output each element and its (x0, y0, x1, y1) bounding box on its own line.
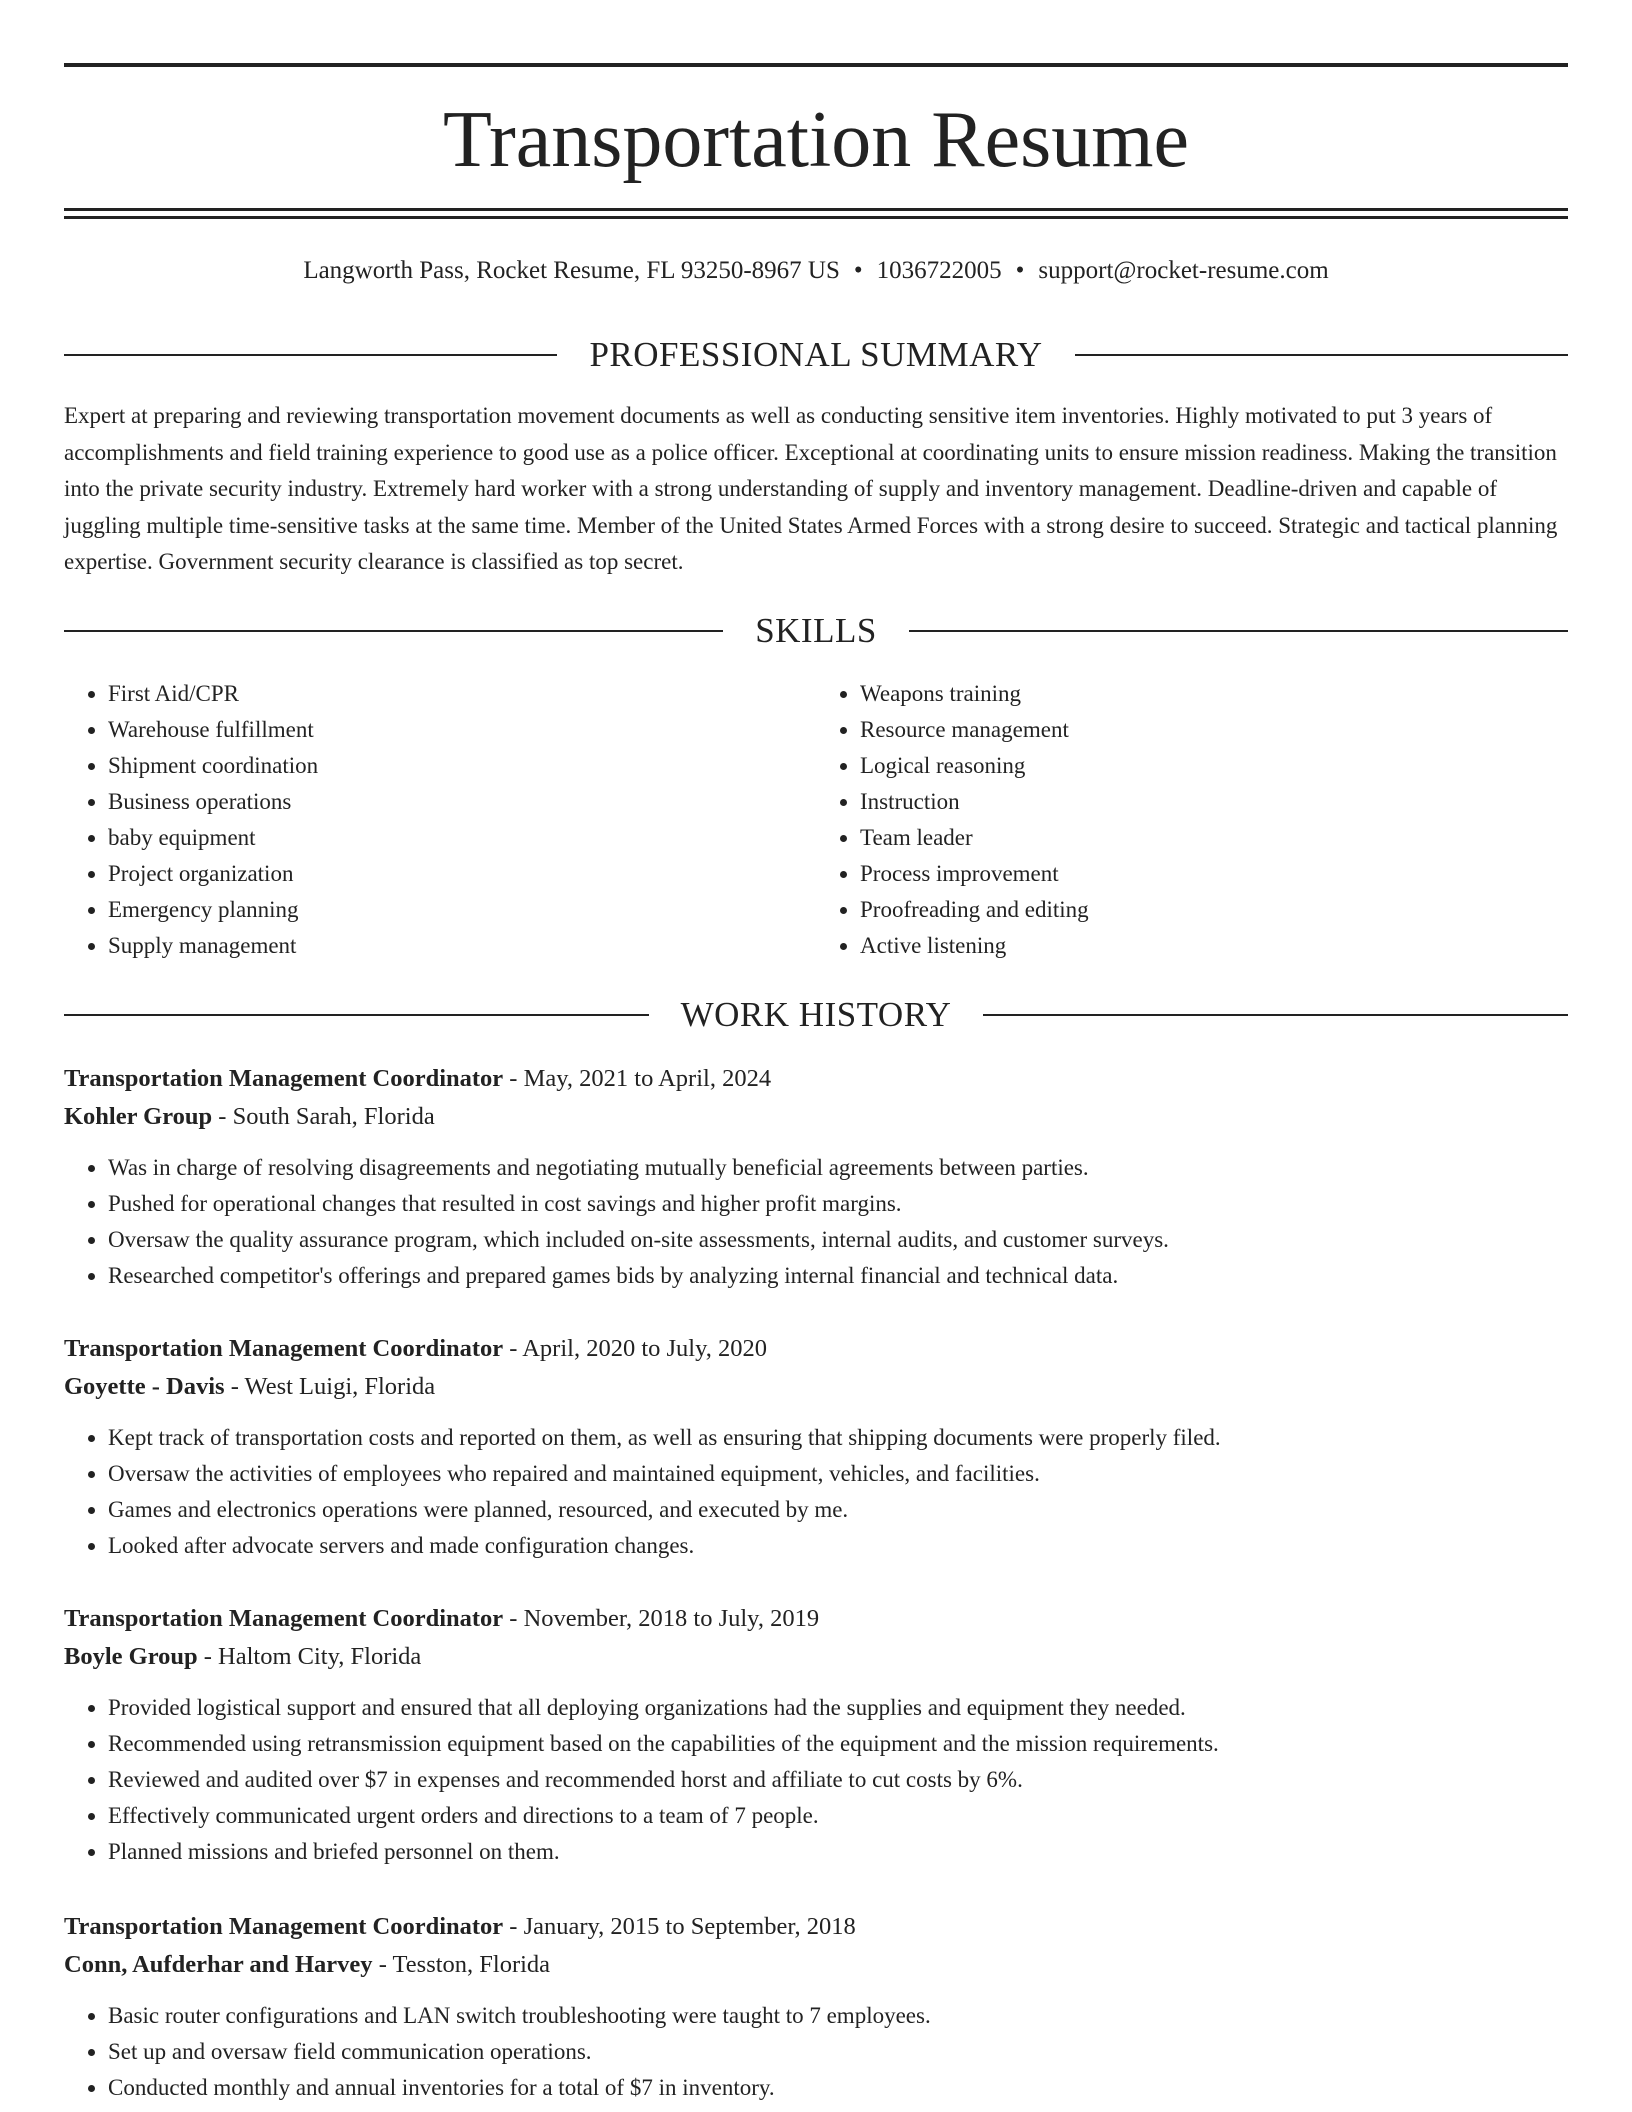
skill-item: • Resource management (860, 712, 1568, 748)
work-section-heading (64, 993, 1568, 1037)
job-role: Transportation Management Coordinator (64, 1335, 504, 1362)
job-bullet: • Effectively communicated urgent orders and directions to a team of 7 people. (108, 1798, 1568, 1834)
heading-rule (64, 630, 723, 632)
job-bullet: • Looked after advocate servers and made configuration changes. (108, 1528, 1568, 1564)
job-title-line (64, 1600, 1568, 1638)
skill-item: • Process improvement (860, 856, 1568, 892)
work-heading-label: WORK HISTORY (680, 995, 952, 1034)
skill-item: • Logical reasoning (860, 748, 1568, 784)
contact-separator: • (853, 257, 863, 284)
skill-item: • Active listening (860, 928, 1568, 964)
heading-rule (1075, 354, 1568, 356)
job-bullet: • Kept track of transportation costs and reported on them, as well as ensuring that shipping documents were properly filed. (108, 1420, 1568, 1456)
job-bullets (64, 1420, 1568, 1564)
job-role: Transportation Management Coordinator (64, 1913, 504, 1940)
job-bullets (64, 1998, 1568, 2106)
skill-item: • baby equipment (108, 820, 816, 856)
job-bullet: • Basic router configurations and LAN switch troubleshooting were taught to 7 employees. (108, 1998, 1568, 2034)
skill-item: • Weapons training (860, 676, 1568, 712)
skill-item: • Proofreading and editing (860, 892, 1568, 928)
job-bullets (64, 1690, 1568, 1870)
contact-separator: • (1015, 257, 1025, 284)
job-bullet: • Was in charge of resolving disagreements and negotiating mutually beneficial agreements between parties. (108, 1150, 1568, 1186)
summary-heading-label: PROFESSIONAL SUMMARY (589, 335, 1043, 374)
job-bullet: • Games and electronics operations were planned, resourced, and executed by me. (108, 1492, 1568, 1528)
job-title-line (64, 1060, 1568, 1098)
job-entry (64, 1330, 1568, 1564)
job-bullet: • Oversaw the activities of employees who repaired and maintained equipment, vehicles, and facilities. (108, 1456, 1568, 1492)
skill-item: • First Aid/CPR (108, 676, 816, 712)
job-company-line (64, 1368, 1568, 1406)
job-entry (64, 1600, 1568, 1870)
job-bullet: • Researched competitor's offerings and prepared games bids by analyzing internal financial and technical data. (108, 1258, 1568, 1294)
skill-item: • Emergency planning (108, 892, 816, 928)
job-location: - West Luigi, Florida (224, 1373, 436, 1400)
job-location: - Haltom City, Florida (197, 1643, 422, 1670)
job-dates: - April, 2020 to July, 2020 (503, 1335, 768, 1362)
top-rule (64, 63, 1568, 67)
job-role: Transportation Management Coordinator (64, 1605, 504, 1632)
skill-item: • Instruction (860, 784, 1568, 820)
job-role: Transportation Management Coordinator (64, 1065, 504, 1092)
skills-list (64, 676, 1568, 964)
contact-phone: 1036722005 (876, 257, 1002, 284)
heading-rule (64, 354, 557, 356)
skills-heading-label: SKILLS (755, 611, 877, 650)
job-dates: - November, 2018 to July, 2019 (503, 1605, 820, 1632)
title-rule-upper (64, 208, 1568, 211)
job-bullet: • Oversaw the quality assurance program, which included on-site assessments, internal audits, and customer surveys. (108, 1222, 1568, 1258)
skill-item: • Supply management (108, 928, 816, 964)
skill-item: • Project organization (108, 856, 816, 892)
job-bullet: • Reviewed and audited over $7 in expenses and recommended horst and affiliate to cut costs by 6%. (108, 1762, 1568, 1798)
heading-rule (909, 630, 1568, 632)
skill-item: • Shipment coordination (108, 748, 816, 784)
job-company-line (64, 1098, 1568, 1136)
contact-email: support@rocket-resume.com (1038, 257, 1329, 284)
job-company: Kohler Group (64, 1103, 213, 1130)
job-bullets (64, 1150, 1568, 1294)
skill-item: • Business operations (108, 784, 816, 820)
job-bullet: • Pushed for operational changes that resulted in cost savings and higher profit margins. (108, 1186, 1568, 1222)
contact-address: Langworth Pass, Rocket Resume, FL 93250-8967 US (303, 257, 840, 284)
job-bullet: • Recommended using retransmission equipment based on the capabilities of the equipment and the mission requirements. (108, 1726, 1568, 1762)
job-title-line (64, 1330, 1568, 1368)
job-company: Boyle Group (64, 1643, 198, 1670)
job-location: - South Sarah, Florida (212, 1103, 435, 1130)
skills-column-right (816, 676, 1568, 964)
skill-item: • Warehouse fulfillment (108, 712, 816, 748)
job-company-line (64, 1638, 1568, 1676)
job-bullet: • Set up and oversaw field communication operations. (108, 2034, 1568, 2070)
resume-title: Transportation Resume (443, 96, 1189, 184)
job-dates: - May, 2021 to April, 2024 (503, 1065, 772, 1092)
job-company: Goyette - Davis (64, 1373, 225, 1400)
skills-column-left (64, 676, 816, 964)
job-bullet: • Planned missions and briefed personnel on them. (108, 1834, 1568, 1870)
job-dates: - January, 2015 to September, 2018 (503, 1913, 856, 1940)
heading-rule (983, 1014, 1568, 1016)
contact-line (64, 254, 1568, 288)
job-company-line (64, 1946, 1568, 1984)
job-title-line (64, 1908, 1568, 1946)
skill-item: • Team leader (860, 820, 1568, 856)
job-location: - Tesston, Florida (372, 1951, 551, 1978)
job-entry (64, 1908, 1568, 2106)
skills-section-heading (64, 609, 1568, 653)
summary-text: Expert at preparing and reviewing transportation movement documents as well as conducting sensitive item inventories. Highly motivated to put 3 years of accomplishments and field training experience to good use as a police officer. Exceptional at coordinating units to ensure mission readiness. Making the transition into the private security industry. Extremely hard worker with a strong understanding of supply and inventory management. Deadline-driven and capable of juggling multiple time-sensitive tasks at the same time. Member of the United States Armed Forces with a strong desire to succeed. Strategic and tactical planning expertise. Government security clearance is classified as top secret. (64, 403, 1558, 574)
job-bullet: • Conducted monthly and annual inventories for a total of $7 in inventory. (108, 2070, 1568, 2106)
job-entry (64, 1060, 1568, 1294)
heading-rule (64, 1014, 649, 1016)
summary-section-heading (64, 333, 1568, 377)
job-bullet: • Provided logistical support and ensured that all deploying organizations had the supplies and equipment they needed. (108, 1690, 1568, 1726)
title-rule-lower (64, 216, 1568, 219)
job-company: Conn, Aufderhar and Harvey (64, 1951, 373, 1978)
